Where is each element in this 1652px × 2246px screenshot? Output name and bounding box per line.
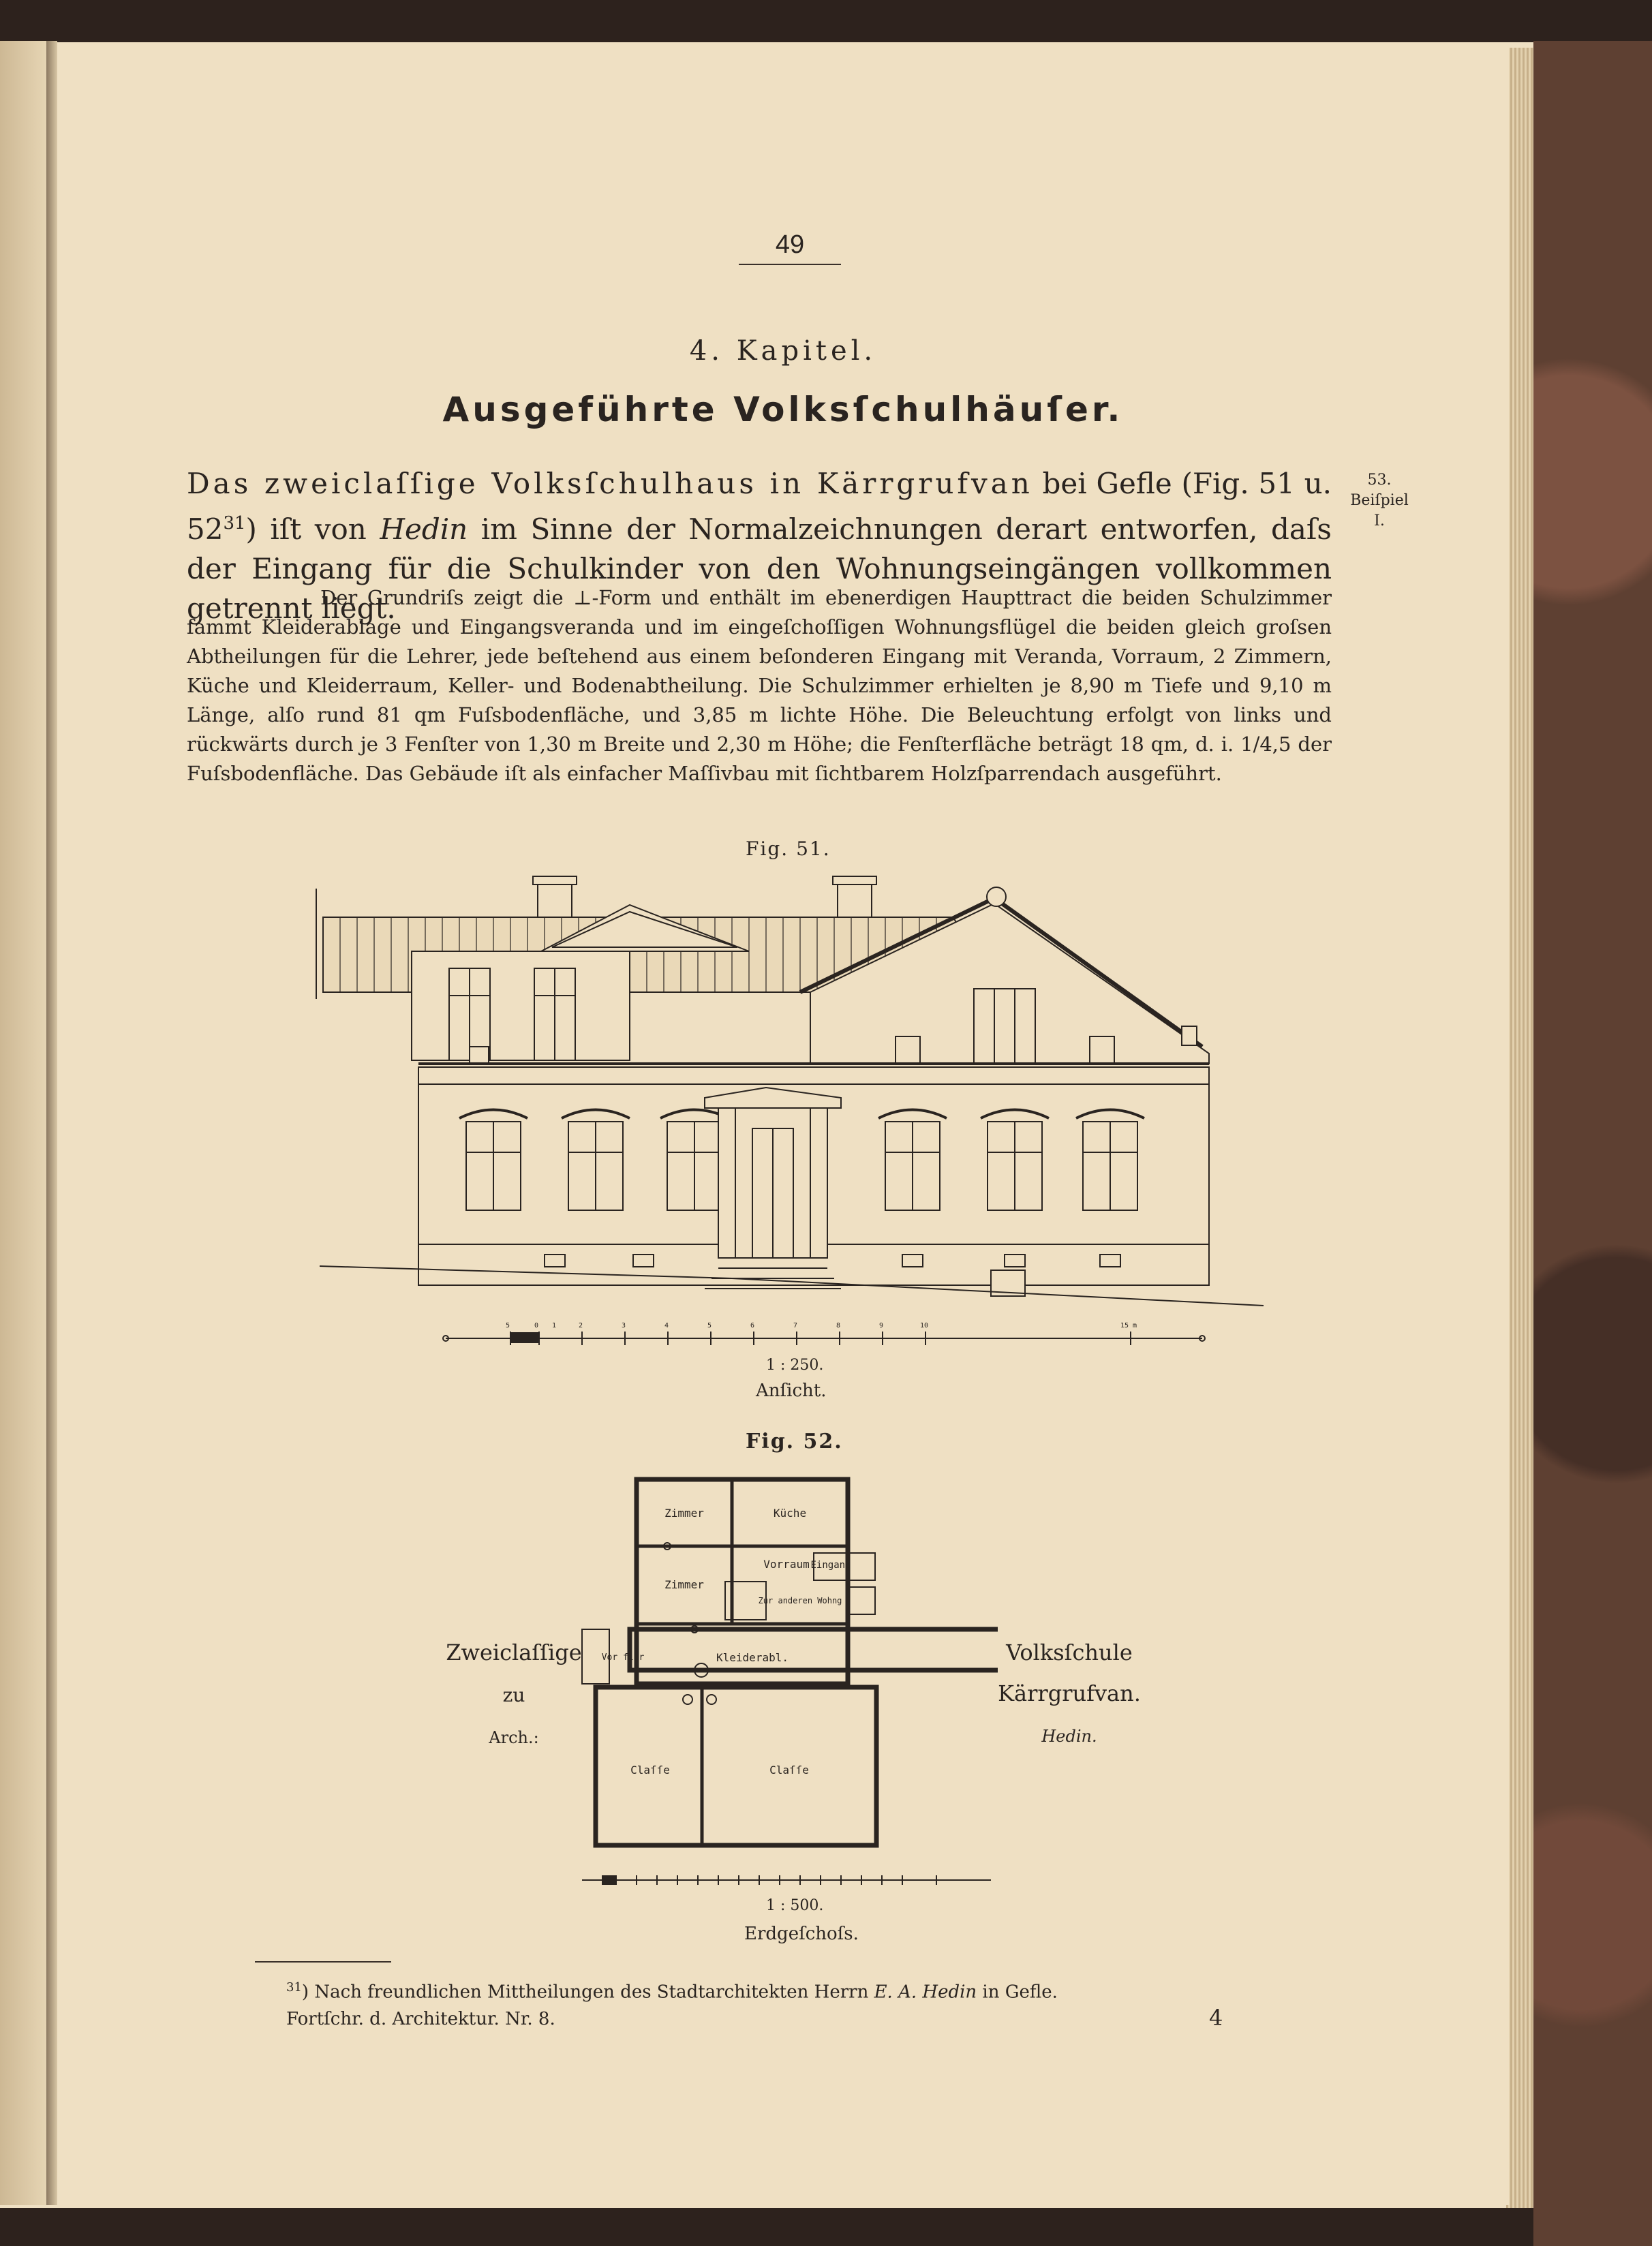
footnote-rule xyxy=(255,1961,391,1963)
body-paragraph: Der Grundriſs zeigt die ⊥-Form und enthält im ebenerdigen Haupttract die beiden Schulzimmer ſammt Kleiderablage und Eingangsveranda und im eingeſchoſſigen Wohnungsflügel die beiden gleich groſsen Abtheilungen für die Lehrer, jede beſtehend aus einem beſonderen Eingang mit Veranda, Vorraum, 2 Zimmern, Küche und Kleiderraum, Keller- und Bodenabtheilung. Die Schulzimmer erhielten je 8,90 m Tiefe und 9,10 m Länge, alſo rund 81 qm Fuſsbodenfläche, und 3,85 m lichte Höhe. Die Beleuchtung erfolgt von links und rückwärts durch je 3 Fenſter von 1,30 m Breite und 2,30 m Höhe; die Fenſterfläche beträgt 18 qm, d. i. 1/4,5 der Fuſsbodenfläche. Das Gebäude iſt als einfacher Maſſivbau mit ſichtbarem Holzſparrendach ausgeführt. xyxy=(187,586,1332,785)
room-vorraum: Vorraum xyxy=(763,1558,810,1571)
lead-author: Hedin xyxy=(380,512,468,546)
right-title-line2: Kärrgrufvan. xyxy=(998,1680,1141,1706)
lead-text-3: im Sinne der Normalzeichnungen derart entworfen, daſs der Eingang für die Schulkinder von den Wohnungseingängen vollkommen getrennt liegt. xyxy=(187,512,1332,625)
scale-tick-label: 4 xyxy=(664,1322,669,1329)
footnote-text-1: ) Nach freundlichen Mittheilungen des Stadtarchitekten Herrn xyxy=(301,1982,874,2003)
footnote-text-2: in Gefle. xyxy=(977,1982,1058,2003)
fig51-elevation-drawing xyxy=(255,829,1277,1347)
fig51-scale: 1 : 250. xyxy=(766,1357,824,1374)
scale-tick-label: 3 xyxy=(622,1322,626,1329)
scale-tick-label: 1 xyxy=(552,1322,557,1329)
page-block-edges xyxy=(1506,48,1533,2208)
footnote-ref: 31 xyxy=(286,1980,302,1995)
scale-tick-label: 0 xyxy=(534,1322,539,1329)
attic-window-right xyxy=(1090,1036,1114,1064)
fig51-scale-bar xyxy=(439,1318,1209,1352)
room-zimmer-1: Zimmer xyxy=(664,1507,704,1520)
room-zimmer-2: Zimmer xyxy=(664,1578,704,1591)
marginal-note xyxy=(1345,470,1413,532)
footnote-name: E. A. Hedin xyxy=(874,1982,977,2003)
room-vorflur: Vor flur xyxy=(601,1652,645,1663)
room-kleiderablage: Kleiderabl. xyxy=(716,1651,789,1664)
left-title-line2: zu xyxy=(502,1684,525,1706)
scale-tick-label: 15 m xyxy=(1120,1322,1137,1329)
page-number: 49 xyxy=(739,230,841,265)
scan-background-bottom xyxy=(0,2208,1652,2246)
room-classe-2: Claſſe xyxy=(769,1764,809,1776)
marginal-roman: I. xyxy=(1374,512,1385,529)
lead-text-1: bei Gefle (Fig. 51 u. 52 xyxy=(187,467,1332,546)
room-eingang: Eingang xyxy=(810,1560,851,1571)
lead-footnote-ref: 31 xyxy=(223,513,246,534)
left-title-line1: Zweiclaſſige xyxy=(446,1640,582,1665)
chimney-left xyxy=(538,882,572,917)
fig51-label: Fig. 51. xyxy=(746,837,831,860)
page xyxy=(57,45,1509,2205)
sheet-number: 4 xyxy=(1209,2005,1223,2031)
fig52-label: Fig. 52. xyxy=(746,1430,843,1453)
lead-spaced-text: Das zweiclaſſige Volksſchulhaus in Kärrgrufvan xyxy=(187,467,1033,500)
footer-signature: Fortſchr. d. Architektur. Nr. 8. xyxy=(286,2009,555,2029)
lead-text-2: ) iſt von xyxy=(245,512,380,546)
fig51-caption: Anſicht. xyxy=(756,1381,827,1401)
fig52-floor-plan xyxy=(568,1466,998,1875)
marbled-book-cover xyxy=(1533,41,1652,2246)
attic-window-left xyxy=(896,1036,920,1064)
room-zur-anderen-wohnung: Zur anderen Wohng xyxy=(758,1596,842,1605)
footnote xyxy=(286,1980,1058,2003)
scale-tick-label: 9 xyxy=(879,1322,884,1329)
plan-walls xyxy=(596,1479,998,1845)
right-title-line1: Volksſchule xyxy=(1006,1640,1133,1665)
scale-tick-label: 5 xyxy=(707,1322,712,1329)
scale-tick-label: 5 xyxy=(506,1322,510,1329)
scan-background-top xyxy=(0,0,1652,42)
fig52-scale-bar xyxy=(575,1870,998,1890)
fig52-caption: Erdgeſchoſs. xyxy=(744,1924,859,1944)
gable-window xyxy=(974,989,1035,1064)
chimney-right xyxy=(838,882,872,917)
previous-page-edge xyxy=(0,41,46,2205)
scale-tick-label: 10 xyxy=(920,1322,929,1329)
marginal-number: 53. xyxy=(1367,472,1392,489)
scale-tick-label: 2 xyxy=(579,1322,583,1329)
book-gutter xyxy=(46,41,57,2205)
scale-tick-label: 8 xyxy=(836,1322,841,1329)
scale-fill xyxy=(510,1333,539,1342)
dormer-front xyxy=(412,951,630,1060)
entrance-veranda xyxy=(705,1088,841,1258)
fig52-scale: 1 : 500. xyxy=(766,1897,824,1914)
chapter-heading: 4. Kapitel. xyxy=(689,335,877,367)
left-title-line3: Arch.: xyxy=(489,1728,539,1747)
scale-tick-label: 6 xyxy=(750,1322,755,1329)
section-title: Ausgeführte Volksſchulhäuſer. xyxy=(442,390,1124,429)
gable-ornament xyxy=(987,887,1006,906)
room-classe-1: Claſſe xyxy=(630,1764,670,1776)
scale-tick-label: 7 xyxy=(793,1322,798,1329)
marginal-label: Beiſpiel xyxy=(1350,492,1409,509)
right-title-line3: Hedin. xyxy=(1041,1727,1097,1746)
room-kueche: Küche xyxy=(773,1507,807,1520)
